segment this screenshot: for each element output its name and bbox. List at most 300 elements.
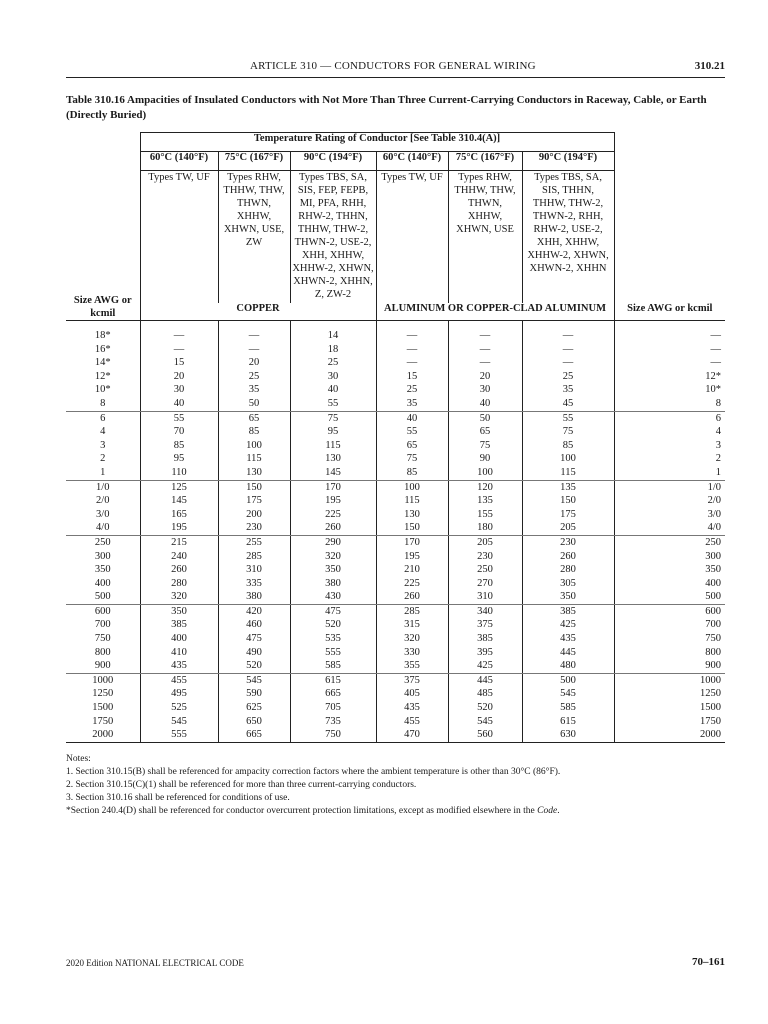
table-cell: 70 xyxy=(173,426,185,438)
table-cell: — xyxy=(710,330,722,341)
types-line: XHHW, xyxy=(467,211,503,222)
table-cell: 195 xyxy=(325,495,341,507)
table-cell: 230 xyxy=(477,550,493,562)
table-cell: 16* xyxy=(94,343,111,355)
temperature-rating-row xyxy=(66,133,725,152)
table-cell: — xyxy=(710,343,722,355)
table-cell: 1/0 xyxy=(96,481,110,493)
asterisk-note-code: Code xyxy=(537,806,558,816)
table-cell: 18* xyxy=(94,330,111,341)
table-cell: 590 xyxy=(246,688,262,700)
table-cell: 75 xyxy=(562,426,574,438)
table-cell: 475 xyxy=(246,633,262,645)
table-cell: 12* xyxy=(705,370,722,382)
table-cell: 30 xyxy=(173,384,185,396)
table-cell: 3 xyxy=(100,439,106,451)
table-cell: 3/0 xyxy=(707,508,722,520)
table-cell: 135 xyxy=(477,495,493,507)
table-cell: 355 xyxy=(404,660,420,672)
ampacity-table xyxy=(66,132,725,743)
table-cell: 35 xyxy=(406,397,418,409)
table-cell: 485 xyxy=(477,688,493,700)
table-cell: 1750 xyxy=(700,715,722,727)
table-cell: 250 xyxy=(477,564,493,576)
table-cell: 1500 xyxy=(700,702,722,714)
table-cell: 130 xyxy=(246,466,262,478)
table-cell: 195 xyxy=(171,522,187,534)
table-cell: 6 xyxy=(100,412,106,424)
size-right-column xyxy=(614,604,725,673)
ampacity-column-2 xyxy=(218,673,290,742)
table-cell: 1 xyxy=(715,466,722,478)
ampacity-column-1 xyxy=(140,321,218,412)
table-cell: 735 xyxy=(325,715,341,727)
table-cell: 410 xyxy=(171,646,187,658)
page-number: 70–161 xyxy=(692,956,725,968)
section-number: 310.21 xyxy=(694,60,725,72)
ampacity-column-3 xyxy=(290,673,376,742)
table-cell: 10* xyxy=(705,384,722,396)
types-line: XHWN, USE, xyxy=(223,224,285,235)
table-cell: 250 xyxy=(94,536,111,548)
size-left-column xyxy=(66,411,140,480)
table-cell: 625 xyxy=(246,702,262,714)
header-rule xyxy=(66,77,725,78)
table-cell: 435 xyxy=(171,660,187,672)
table-cell: 10* xyxy=(94,384,111,396)
ampacity-column-5 xyxy=(448,604,522,673)
ampacity-column-5 xyxy=(448,480,522,535)
table-cell: 555 xyxy=(171,729,187,741)
table-cell: 1000 xyxy=(700,674,722,686)
table-cell: 400 xyxy=(94,577,111,589)
table-cell: 4/0 xyxy=(707,522,722,534)
table-cell: 75 xyxy=(479,439,491,451)
table-cell: 225 xyxy=(404,577,420,589)
table-cell: 285 xyxy=(246,550,262,562)
table-cell: 2 xyxy=(100,453,106,465)
table-cell: 115 xyxy=(246,453,262,465)
table-cell: 350 xyxy=(171,605,187,617)
table-cell: 210 xyxy=(404,564,420,576)
table-cell: 425 xyxy=(560,619,576,631)
table-row-group xyxy=(66,673,725,742)
table-cell: 455 xyxy=(171,674,187,686)
table-cell: 40 xyxy=(406,412,418,424)
table-cell: 435 xyxy=(404,702,420,714)
types-line: Z, ZW-2 xyxy=(314,289,352,300)
table-cell: 35 xyxy=(562,384,574,396)
ampacity-column-4 xyxy=(376,673,448,742)
table-cell: 800 xyxy=(705,646,722,658)
ampacity-column-3 xyxy=(290,480,376,535)
table-cell: — xyxy=(173,343,185,355)
table-cell: 475 xyxy=(325,605,341,617)
table-cell: 380 xyxy=(246,591,262,603)
table-cell: 85 xyxy=(248,426,260,438)
table-cell: 320 xyxy=(404,633,420,645)
table-row-group xyxy=(66,535,725,604)
temp-col-6: 90°C (194°F) xyxy=(522,152,614,171)
table-cell: 900 xyxy=(94,660,111,672)
table-cell: 40 xyxy=(327,384,339,396)
ampacity-column-2 xyxy=(218,321,290,412)
types-line: THHW, THW, xyxy=(223,185,285,196)
table-cell: 700 xyxy=(705,619,722,631)
asterisk-note-text: *Section 240.4(D) shall be referenced for conductor overcurrent protection limitations, except as modified elsewhere in the xyxy=(66,806,538,816)
table-cell: 545 xyxy=(477,715,493,727)
table-cell: 180 xyxy=(477,522,493,534)
table-cell: 750 xyxy=(94,633,111,645)
ampacity-column-3 xyxy=(290,321,376,412)
table-cell: 460 xyxy=(246,619,262,631)
table-cell: 520 xyxy=(246,660,262,672)
types-line: XHHW-2, XHWN, xyxy=(292,263,374,274)
table-cell: 600 xyxy=(94,605,111,617)
types-col-2 xyxy=(218,171,290,304)
table-cell: 250 xyxy=(705,536,722,548)
ampacity-column-2 xyxy=(218,604,290,673)
types-line: XHWN-2, XHHN xyxy=(529,263,607,274)
ampacity-column-6 xyxy=(522,673,614,742)
table-cell: 300 xyxy=(94,550,111,562)
table-cell: 395 xyxy=(477,646,493,658)
table-cell: 630 xyxy=(560,729,576,741)
table-cell: 430 xyxy=(325,591,341,603)
table-cell: 385 xyxy=(171,619,187,631)
table-cell: — xyxy=(173,330,185,341)
ampacity-column-5 xyxy=(448,673,522,742)
types-line: Types TW, UF xyxy=(148,172,210,183)
size-left-column xyxy=(66,480,140,535)
types-line: ZW xyxy=(245,237,263,248)
table-cell: 445 xyxy=(560,646,576,658)
types-line: XHH, XHHW, xyxy=(536,237,600,248)
table-cell: 520 xyxy=(325,619,341,631)
table-cell: 20 xyxy=(248,357,260,369)
table-cell: 2000 xyxy=(700,729,722,741)
table-cell: 150 xyxy=(560,495,576,507)
table-cell: 2000 xyxy=(92,729,114,741)
table-cell: 2/0 xyxy=(96,495,110,507)
table-cell: 285 xyxy=(404,605,420,617)
types-line: RHW-2, THHN, xyxy=(298,211,368,222)
size-left-column xyxy=(66,604,140,673)
size-right-header: Size AWG or kcmil xyxy=(614,303,725,321)
ampacity-column-2 xyxy=(218,411,290,480)
table-cell: 20 xyxy=(173,370,185,382)
types-col-6 xyxy=(522,171,614,304)
table-cell: 4 xyxy=(715,426,722,438)
table-cell: 240 xyxy=(171,550,187,562)
table-cell: 25 xyxy=(406,384,418,396)
table-cell: 270 xyxy=(477,577,493,589)
table-cell: 8 xyxy=(100,397,106,409)
size-left-column xyxy=(66,673,140,742)
table-cell: 165 xyxy=(171,508,187,520)
table-cell: 75 xyxy=(406,453,418,465)
table-cell: 615 xyxy=(560,715,576,727)
table-cell: 425 xyxy=(477,660,493,672)
table-cell: 85 xyxy=(562,439,574,451)
table-cell: — xyxy=(479,343,491,355)
table-cell: 14* xyxy=(94,357,111,369)
table-cell: 350 xyxy=(325,564,341,576)
table-cell: 14 xyxy=(327,330,339,341)
table-cell: 65 xyxy=(406,439,418,451)
ampacity-column-1 xyxy=(140,411,218,480)
table-cell: 350 xyxy=(705,564,722,576)
table-cell: 85 xyxy=(406,466,418,478)
table-cell: 65 xyxy=(248,412,260,424)
size-right-column xyxy=(614,535,725,604)
temp-col-4: 60°C (140°F) xyxy=(376,152,448,171)
size-left-column xyxy=(66,321,140,412)
ampacity-column-6 xyxy=(522,411,614,480)
table-cell: 520 xyxy=(477,702,493,714)
table-cell: 1000 xyxy=(92,674,114,686)
table-cell: 55 xyxy=(562,412,574,424)
table-cell: — xyxy=(406,330,418,341)
note-item: 3. Section 310.16 shall be referenced for conditions of use. xyxy=(66,793,290,803)
table-cell: 700 xyxy=(94,619,111,631)
table-cell: 3/0 xyxy=(96,508,110,520)
table-cell: 330 xyxy=(404,646,420,658)
types-line: THHW, THW, xyxy=(454,185,516,196)
types-line: THWN, xyxy=(236,198,272,209)
table-cell: 560 xyxy=(477,729,493,741)
table-cell: — xyxy=(406,357,418,369)
table-cell: 380 xyxy=(325,577,341,589)
notes-heading: Notes: xyxy=(66,754,91,764)
ampacity-column-4 xyxy=(376,321,448,412)
ampacity-column-2 xyxy=(218,480,290,535)
ampacity-column-4 xyxy=(376,604,448,673)
aluminum-label: ALUMINUM OR COPPER-CLAD ALUMINUM xyxy=(376,303,614,321)
table-cell: 115 xyxy=(404,495,420,507)
asterisk-note-end: . xyxy=(557,806,560,816)
table-cell: 400 xyxy=(171,633,187,645)
table-notes xyxy=(66,753,725,818)
table-cell: 500 xyxy=(560,674,576,686)
table-cell: 750 xyxy=(325,729,341,741)
ampacity-column-6 xyxy=(522,480,614,535)
table-cell: 350 xyxy=(560,591,576,603)
table-cell: 95 xyxy=(327,426,339,438)
ampacity-column-4 xyxy=(376,411,448,480)
table-cell: 455 xyxy=(404,715,420,727)
table-cell: 350 xyxy=(94,564,111,576)
types-line: THHW, THW-2, xyxy=(532,198,604,209)
ampacity-column-5 xyxy=(448,411,522,480)
table-cell: 135 xyxy=(560,481,576,493)
table-cell: 205 xyxy=(477,536,493,548)
table-cell: 170 xyxy=(404,536,420,548)
ampacity-column-6 xyxy=(522,535,614,604)
types-line: XHWN, USE xyxy=(456,224,514,235)
types-line: Types TBS, SA, xyxy=(299,172,367,183)
table-cell: 260 xyxy=(171,564,187,576)
ampacity-column-4 xyxy=(376,480,448,535)
table-cell: 18 xyxy=(327,343,339,355)
table-cell: 500 xyxy=(94,591,111,603)
material-row xyxy=(66,303,725,321)
types-col-3 xyxy=(290,171,376,304)
types-col-1 xyxy=(140,171,218,304)
ampacity-column-3 xyxy=(290,604,376,673)
blank-cell xyxy=(614,133,725,152)
copper-label: COPPER xyxy=(140,303,376,321)
table-cell: 25 xyxy=(562,370,574,382)
table-cell: — xyxy=(248,343,260,355)
table-cell: 200 xyxy=(246,508,262,520)
table-cell: 25 xyxy=(327,357,339,369)
page-footer xyxy=(66,958,725,968)
table-cell: — xyxy=(710,357,722,369)
table-cell: 280 xyxy=(560,564,576,576)
table-cell: 665 xyxy=(246,729,262,741)
table-cell: 600 xyxy=(705,605,722,617)
table-cell: 260 xyxy=(325,522,341,534)
table-cell: 40 xyxy=(479,397,491,409)
table-cell: 525 xyxy=(171,702,187,714)
types-row xyxy=(66,171,725,304)
types-line: SIS, THHN, xyxy=(542,185,595,196)
table-cell: 495 xyxy=(171,688,187,700)
ampacity-column-1 xyxy=(140,604,218,673)
table-cell: 290 xyxy=(325,536,341,548)
table-cell: 50 xyxy=(248,397,260,409)
table-cell: 385 xyxy=(477,633,493,645)
table-cell: — xyxy=(562,357,574,369)
table-cell: 255 xyxy=(246,536,262,548)
table-cell: 145 xyxy=(171,495,187,507)
size-right-column xyxy=(614,673,725,742)
ampacity-column-5 xyxy=(448,535,522,604)
size-left-header-line: Size AWG or xyxy=(73,295,132,306)
table-cell: 175 xyxy=(560,508,576,520)
table-cell: 3 xyxy=(715,439,722,451)
table-row-group xyxy=(66,604,725,673)
table-cell: 8 xyxy=(715,397,722,409)
table-cell: 90 xyxy=(479,453,491,465)
table-cell: 4 xyxy=(100,426,106,438)
table-cell: 705 xyxy=(325,702,341,714)
ampacity-column-2 xyxy=(218,535,290,604)
size-left-column xyxy=(66,535,140,604)
table-cell: 305 xyxy=(560,577,576,589)
table-cell: 615 xyxy=(325,674,341,686)
table-cell: 665 xyxy=(325,688,341,700)
table-cell: 55 xyxy=(173,412,185,424)
table-cell: 310 xyxy=(477,591,493,603)
table-cell: 535 xyxy=(325,633,341,645)
table-cell: 115 xyxy=(325,439,341,451)
table-cell: 115 xyxy=(560,466,576,478)
table-cell: 545 xyxy=(560,688,576,700)
table-cell: 1 xyxy=(100,466,106,478)
table-cell: 445 xyxy=(477,674,493,686)
table-cell: 145 xyxy=(325,466,341,478)
table-cell: 205 xyxy=(560,522,576,534)
temp-col-1: 60°C (140°F) xyxy=(140,152,218,171)
table-cell: 225 xyxy=(325,508,341,520)
table-cell: 100 xyxy=(246,439,262,451)
blank-cell xyxy=(614,171,725,304)
table-cell: 490 xyxy=(246,646,262,658)
table-cell: 130 xyxy=(404,508,420,520)
table-cell: 230 xyxy=(246,522,262,534)
temperature-row xyxy=(66,152,725,171)
table-cell: 470 xyxy=(404,729,420,741)
table-cell: 45 xyxy=(562,397,574,409)
table-cell: 25 xyxy=(248,370,260,382)
table-cell: 125 xyxy=(171,481,187,493)
table-cell: 95 xyxy=(173,453,185,465)
table-cell: — xyxy=(406,343,418,355)
table-cell: 215 xyxy=(171,536,187,548)
table-cell: 100 xyxy=(560,453,576,465)
types-line: Types RHW, xyxy=(458,172,512,183)
ampacity-column-6 xyxy=(522,321,614,412)
table-cell: 155 xyxy=(477,508,493,520)
table-cell: 750 xyxy=(705,633,722,645)
table-cell: 100 xyxy=(404,481,420,493)
types-line: XHHW-2, XHWN, xyxy=(527,250,609,261)
table-cell: 260 xyxy=(404,591,420,603)
table-cell: 1250 xyxy=(700,688,722,700)
types-line: THWN-2, USE-2, xyxy=(294,237,372,248)
table-cell: 55 xyxy=(327,397,339,409)
table-cell: 4/0 xyxy=(96,522,110,534)
table-cell: 15 xyxy=(406,370,418,382)
table-cell: 170 xyxy=(325,481,341,493)
temp-col-2: 75°C (167°F) xyxy=(218,152,290,171)
size-right-column xyxy=(614,321,725,412)
ampacity-column-3 xyxy=(290,411,376,480)
size-left-header xyxy=(66,171,140,321)
table-cell: 110 xyxy=(171,466,187,478)
table-cell: 100 xyxy=(477,466,493,478)
ampacity-column-5 xyxy=(448,321,522,412)
table-cell: 20 xyxy=(479,370,491,382)
ampacity-column-3 xyxy=(290,535,376,604)
blank-cell xyxy=(66,133,140,152)
table-cell: 400 xyxy=(705,577,722,589)
table-cell: 900 xyxy=(705,660,722,672)
table-cell: 320 xyxy=(325,550,341,562)
types-line: Types TW, UF xyxy=(381,172,443,183)
asterisk-note xyxy=(66,805,725,818)
table-cell: 315 xyxy=(404,619,420,631)
types-line: RHW-2, USE-2, xyxy=(533,224,603,235)
ampacity-column-1 xyxy=(140,535,218,604)
table-cell: 375 xyxy=(477,619,493,631)
table-cell: 2/0 xyxy=(707,495,722,507)
ampacity-column-4 xyxy=(376,535,448,604)
temp-col-3: 90°C (194°F) xyxy=(290,152,376,171)
table-cell: 1500 xyxy=(92,702,114,714)
table-cell: 545 xyxy=(246,674,262,686)
blank-cell xyxy=(614,152,725,171)
table-cell: 500 xyxy=(705,591,722,603)
table-cell: — xyxy=(562,343,574,355)
table-cell: 555 xyxy=(325,646,341,658)
types-line: Types TBS, SA, xyxy=(534,172,602,183)
types-line: XHWN-2, XHHN, xyxy=(293,276,373,287)
table-cell: — xyxy=(248,330,260,341)
types-line: SIS, FEP, FEPB, xyxy=(297,185,369,196)
